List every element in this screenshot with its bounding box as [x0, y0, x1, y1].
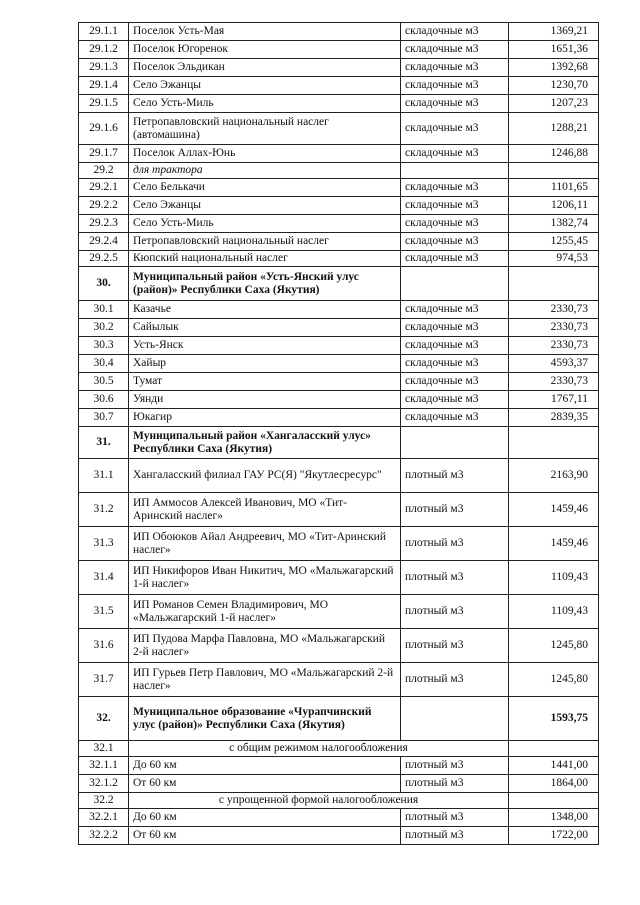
row-unit: плотный м3	[401, 459, 509, 493]
row-number: 30.6	[79, 391, 129, 409]
row-price: 1109,43	[509, 561, 599, 595]
section-row	[79, 267, 599, 301]
row-unit: плотный м3	[401, 775, 509, 793]
row-unit: складочные м3	[401, 319, 509, 337]
row-number: 30.3	[79, 337, 129, 355]
table-row	[79, 757, 599, 775]
table-row	[79, 215, 599, 233]
row-price: 2330,73	[509, 319, 599, 337]
row-name: Село Усть-Миль	[129, 215, 401, 233]
row-price: 1245,80	[509, 663, 599, 697]
row-unit: складочные м3	[401, 409, 509, 427]
row-price: 1348,00	[509, 809, 599, 827]
row-number: 32.2	[79, 793, 129, 809]
row-unit: складочные м3	[401, 337, 509, 355]
table-row	[79, 373, 599, 391]
subsection-row	[79, 793, 599, 809]
row-unit: складочные м3	[401, 59, 509, 77]
table-row	[79, 561, 599, 595]
table-row	[79, 77, 599, 95]
row-name: ИП Обоюков Айал Андреевич, МО «Тит-Аринский наслег»	[129, 527, 401, 561]
row-name: с упрощенной формой налогообложения	[129, 793, 509, 809]
table-row	[79, 59, 599, 77]
row-price: 2330,73	[509, 373, 599, 391]
row-unit: складочные м3	[401, 41, 509, 59]
row-price: 2330,73	[509, 301, 599, 319]
row-number: 30.1	[79, 301, 129, 319]
table-row	[79, 233, 599, 251]
row-price: 1767,11	[509, 391, 599, 409]
table-row	[79, 301, 599, 319]
table-row	[79, 41, 599, 59]
price-table-body	[79, 23, 599, 845]
row-name: ИП Гурьев Петр Павлович, МО «Мальжагарский 2-й наслег»	[129, 663, 401, 697]
row-name: Село Белькачи	[129, 179, 401, 197]
row-unit: складочные м3	[401, 355, 509, 373]
row-unit: плотный м3	[401, 809, 509, 827]
row-price: 1206,11	[509, 197, 599, 215]
row-name: ИП Никифоров Иван Никитич, МО «Мальжагарский 1-й наслег»	[129, 561, 401, 595]
row-name: Петропавловский национальный наслег (автомашина)	[129, 113, 401, 145]
row-name: Село Эжанцы	[129, 77, 401, 95]
table-row	[79, 337, 599, 355]
row-name: Поселок Эльдикан	[129, 59, 401, 77]
row-name: Муниципальное образование «Чурапчинский улус (район)» Республики Саха (Якутия)	[129, 697, 401, 741]
row-price: 1255,45	[509, 233, 599, 251]
row-price: 1441,00	[509, 757, 599, 775]
table-row	[79, 197, 599, 215]
row-number: 30.	[79, 267, 129, 301]
row-name: Поселок Усть-Мая	[129, 23, 401, 41]
row-price	[509, 163, 599, 179]
subsection-row	[79, 163, 599, 179]
row-price: 1230,70	[509, 77, 599, 95]
row-name: для трактора	[129, 163, 401, 179]
row-unit: плотный м3	[401, 629, 509, 663]
row-unit: складочные м3	[401, 197, 509, 215]
row-price: 1459,46	[509, 493, 599, 527]
row-unit	[401, 267, 509, 301]
row-unit	[401, 697, 509, 741]
row-number: 31.3	[79, 527, 129, 561]
row-name: Село Усть-Миль	[129, 95, 401, 113]
document-page	[78, 22, 598, 845]
row-unit: складочные м3	[401, 301, 509, 319]
row-price: 1651,36	[509, 41, 599, 59]
table-row	[79, 775, 599, 793]
row-unit: складочные м3	[401, 77, 509, 95]
row-number: 30.2	[79, 319, 129, 337]
row-number: 31.4	[79, 561, 129, 595]
table-row	[79, 595, 599, 629]
row-price: 1246,88	[509, 145, 599, 163]
row-unit	[401, 163, 509, 179]
row-number: 31.	[79, 427, 129, 459]
table-row	[79, 179, 599, 197]
row-price: 1369,21	[509, 23, 599, 41]
row-price	[509, 427, 599, 459]
row-name: ИП Аммосов Алексей Иванович, МО «Тит-Аринский наслег»	[129, 493, 401, 527]
row-unit: складочные м3	[401, 391, 509, 409]
table-row	[79, 629, 599, 663]
row-number: 31.1	[79, 459, 129, 493]
row-number: 29.1.2	[79, 41, 129, 59]
row-name: До 60 км	[129, 757, 401, 775]
row-price: 2163,90	[509, 459, 599, 493]
row-unit: плотный м3	[401, 757, 509, 775]
row-price: 1101,65	[509, 179, 599, 197]
row-number: 29.1.3	[79, 59, 129, 77]
row-number: 32.1.2	[79, 775, 129, 793]
table-row	[79, 391, 599, 409]
row-name: Сайылык	[129, 319, 401, 337]
row-price: 2839,35	[509, 409, 599, 427]
row-price: 1864,00	[509, 775, 599, 793]
row-name: До 60 км	[129, 809, 401, 827]
row-unit: складочные м3	[401, 23, 509, 41]
row-number: 32.2.1	[79, 809, 129, 827]
row-unit: складочные м3	[401, 233, 509, 251]
row-name: Хайыр	[129, 355, 401, 373]
row-number: 30.5	[79, 373, 129, 391]
row-price: 1382,74	[509, 215, 599, 233]
row-number: 29.2.1	[79, 179, 129, 197]
table-row	[79, 663, 599, 697]
table-row	[79, 409, 599, 427]
row-name: От 60 км	[129, 827, 401, 845]
row-unit: плотный м3	[401, 527, 509, 561]
row-price: 1459,46	[509, 527, 599, 561]
table-row	[79, 527, 599, 561]
row-price: 1722,00	[509, 827, 599, 845]
row-number: 29.1.7	[79, 145, 129, 163]
table-row	[79, 459, 599, 493]
row-number: 29.1.6	[79, 113, 129, 145]
row-name: Уянди	[129, 391, 401, 409]
row-number: 32.2.2	[79, 827, 129, 845]
row-price: 4593,37	[509, 355, 599, 373]
table-row	[79, 145, 599, 163]
row-name: ИП Пудова Марфа Павловна, МО «Мальжагарский 2-й наслег»	[129, 629, 401, 663]
section-row	[79, 427, 599, 459]
subsection-row	[79, 741, 599, 757]
row-number: 29.2	[79, 163, 129, 179]
table-row	[79, 319, 599, 337]
section-row	[79, 697, 599, 741]
row-unit: плотный м3	[401, 493, 509, 527]
row-price	[509, 741, 599, 757]
row-unit: складочные м3	[401, 373, 509, 391]
row-name: Поселок Югоренок	[129, 41, 401, 59]
row-name: Петропавловский национальный наслег	[129, 233, 401, 251]
row-number: 32.1.1	[79, 757, 129, 775]
row-name: Муниципальный район «Хангаласский улус» Республики Саха (Якутия)	[129, 427, 401, 459]
table-row	[79, 493, 599, 527]
table-row	[79, 809, 599, 827]
row-name: Село Эжанцы	[129, 197, 401, 215]
row-number: 31.6	[79, 629, 129, 663]
table-row	[79, 95, 599, 113]
table-row	[79, 355, 599, 373]
row-price: 2330,73	[509, 337, 599, 355]
row-name: Поселок Аллах-Юнь	[129, 145, 401, 163]
row-name: Усть-Янск	[129, 337, 401, 355]
row-number: 29.1.4	[79, 77, 129, 95]
row-name: Кюпский национальный наслег	[129, 251, 401, 267]
row-number: 30.7	[79, 409, 129, 427]
row-price: 1288,21	[509, 113, 599, 145]
row-number: 32.	[79, 697, 129, 741]
row-number: 31.7	[79, 663, 129, 697]
row-unit: плотный м3	[401, 663, 509, 697]
row-number: 29.2.4	[79, 233, 129, 251]
row-name: Хангаласский филиал ГАУ РС(Я) "Якутлесресурс"	[129, 459, 401, 493]
row-unit: плотный м3	[401, 827, 509, 845]
row-unit: складочные м3	[401, 215, 509, 233]
row-unit: складочные м3	[401, 251, 509, 267]
row-price: 1245,80	[509, 629, 599, 663]
row-price	[509, 267, 599, 301]
row-number: 32.1	[79, 741, 129, 757]
row-number: 29.1.5	[79, 95, 129, 113]
row-name: Тумат	[129, 373, 401, 391]
row-unit: складочные м3	[401, 95, 509, 113]
row-name: Казачье	[129, 301, 401, 319]
row-name: Муниципальный район «Усть-Янский улус (район)» Республики Саха (Якутия)	[129, 267, 401, 301]
row-price	[509, 793, 599, 809]
row-number: 29.1.1	[79, 23, 129, 41]
row-price: 1109,43	[509, 595, 599, 629]
row-unit: складочные м3	[401, 179, 509, 197]
row-price: 974,53	[509, 251, 599, 267]
row-unit: плотный м3	[401, 595, 509, 629]
row-name: От 60 км	[129, 775, 401, 793]
table-row	[79, 23, 599, 41]
row-unit: складочные м3	[401, 145, 509, 163]
table-row	[79, 113, 599, 145]
row-name: ИП Романов Семен Владимирович, МО «Мальжагарский 1-й наслег»	[129, 595, 401, 629]
table-row	[79, 251, 599, 267]
row-price: 1593,75	[509, 697, 599, 741]
price-table	[78, 22, 599, 845]
row-number: 30.4	[79, 355, 129, 373]
row-price: 1392,68	[509, 59, 599, 77]
row-number: 29.2.5	[79, 251, 129, 267]
row-number: 29.2.2	[79, 197, 129, 215]
row-name: Юкагир	[129, 409, 401, 427]
table-row	[79, 827, 599, 845]
row-price: 1207,23	[509, 95, 599, 113]
row-number: 31.2	[79, 493, 129, 527]
row-unit: складочные м3	[401, 113, 509, 145]
row-unit: плотный м3	[401, 561, 509, 595]
row-name: с общим режимом налогообложения	[129, 741, 509, 757]
row-unit	[401, 427, 509, 459]
row-number: 31.5	[79, 595, 129, 629]
row-number: 29.2.3	[79, 215, 129, 233]
